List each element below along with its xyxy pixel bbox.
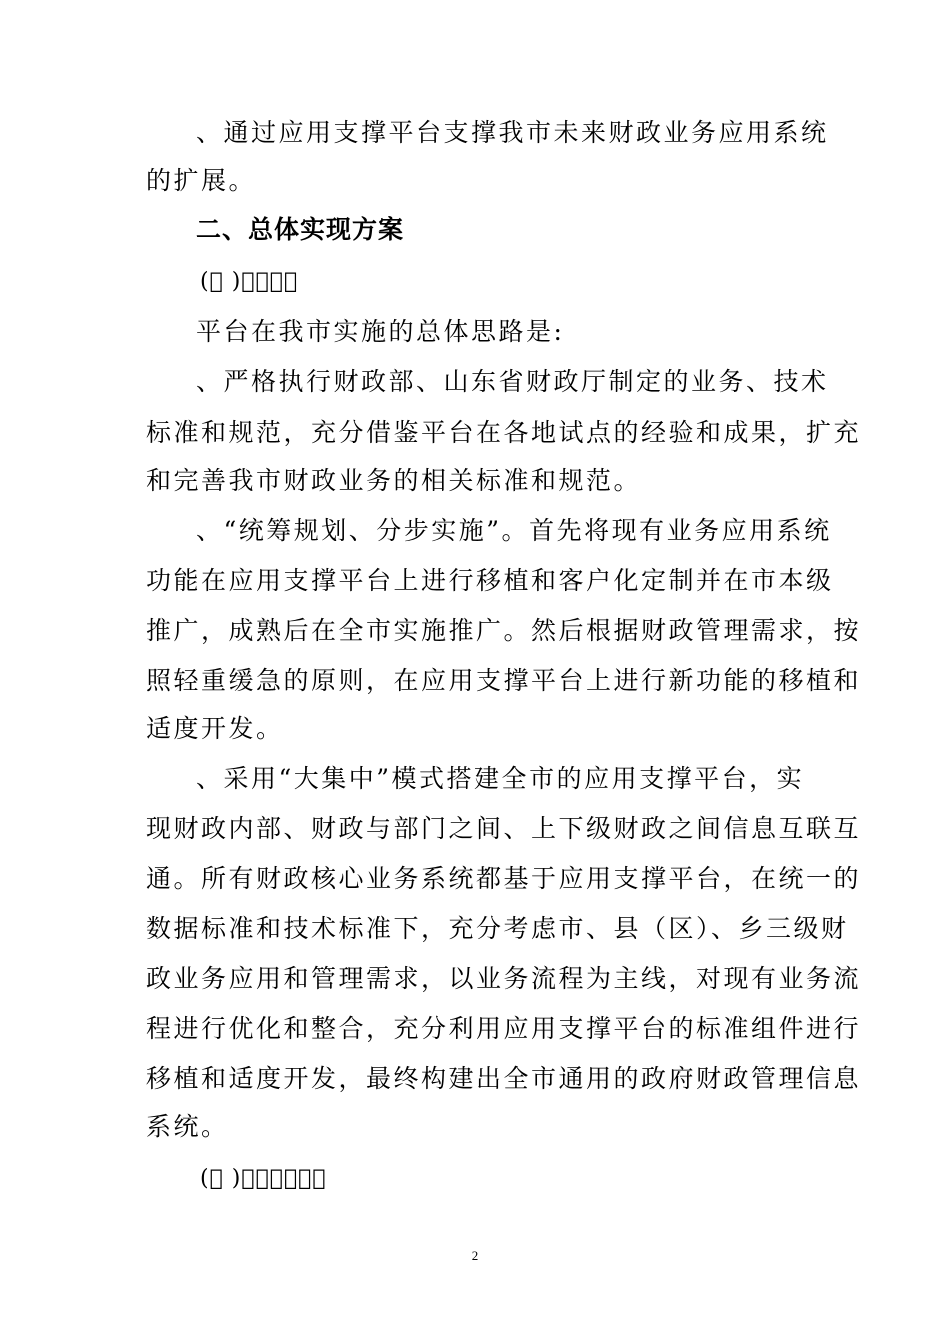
- paragraph-line: 政业务应用和管理需求，以业务流程为主线，对现有业务流: [146, 964, 862, 993]
- paragraph-line: 的扩展。: [146, 166, 257, 195]
- paragraph-line: 、严格执行财政部、山东省财政厅制定的业务、技术: [196, 367, 829, 396]
- page-number: 2: [471, 1248, 479, 1263]
- section-heading: 二、总体实现方案: [196, 215, 405, 244]
- paragraph-line: 系统。: [146, 1112, 229, 1141]
- paragraph-line: 标准和规范，充分借鉴平台在各地试点的经验和成果，扩充: [146, 418, 862, 447]
- paragraph-line: 平台在我市实施的总体思路是:: [196, 317, 565, 346]
- paragraph-line: 通。所有财政核心业务系统都基于应用支撑平台，在统一的: [146, 864, 862, 893]
- paragraph-line: 推广，成熟后在全市实施推广。然后根据财政管理需求，按: [146, 616, 862, 645]
- paragraph-line: 照轻重缓急的原则，在应用支撑平台上进行新功能的移植和: [146, 666, 862, 695]
- paragraph-line: 、通过应用支撑平台支撑我市未来财政业务应用系统: [196, 118, 829, 147]
- paragraph-line: 和完善我市财政业务的相关标准和规范。: [146, 466, 642, 495]
- paragraph-line: 程进行优化和整合，充分利用应用支撑平台的标准组件进行: [146, 1014, 862, 1043]
- paragraph-line: 、“统筹规划、分步实施”。首先将现有业务应用系统: [196, 516, 832, 545]
- subsection-heading: ( ): [200, 1166, 228, 1191]
- paragraph-line: 移植和适度开发，最终构建出全市通用的政府财政管理信息: [146, 1064, 862, 1093]
- paragraph-line: 、采用“大集中”模式搭建全市的应用支撑平台，实: [196, 764, 805, 793]
- paragraph-line: 适度开发。: [146, 714, 284, 743]
- subsection-heading: ( ): [200, 269, 228, 294]
- paragraph-line: 现财政内部、财政与部门之间、上下级财政之间信息互联互: [146, 814, 862, 843]
- paragraph-line: 功能在应用支撑平台上进行移植和客户化定制并在市本级: [146, 566, 834, 595]
- paragraph-line: 数据标准和技术标准下，充分考虑市、县（区）、乡三级财: [146, 914, 849, 943]
